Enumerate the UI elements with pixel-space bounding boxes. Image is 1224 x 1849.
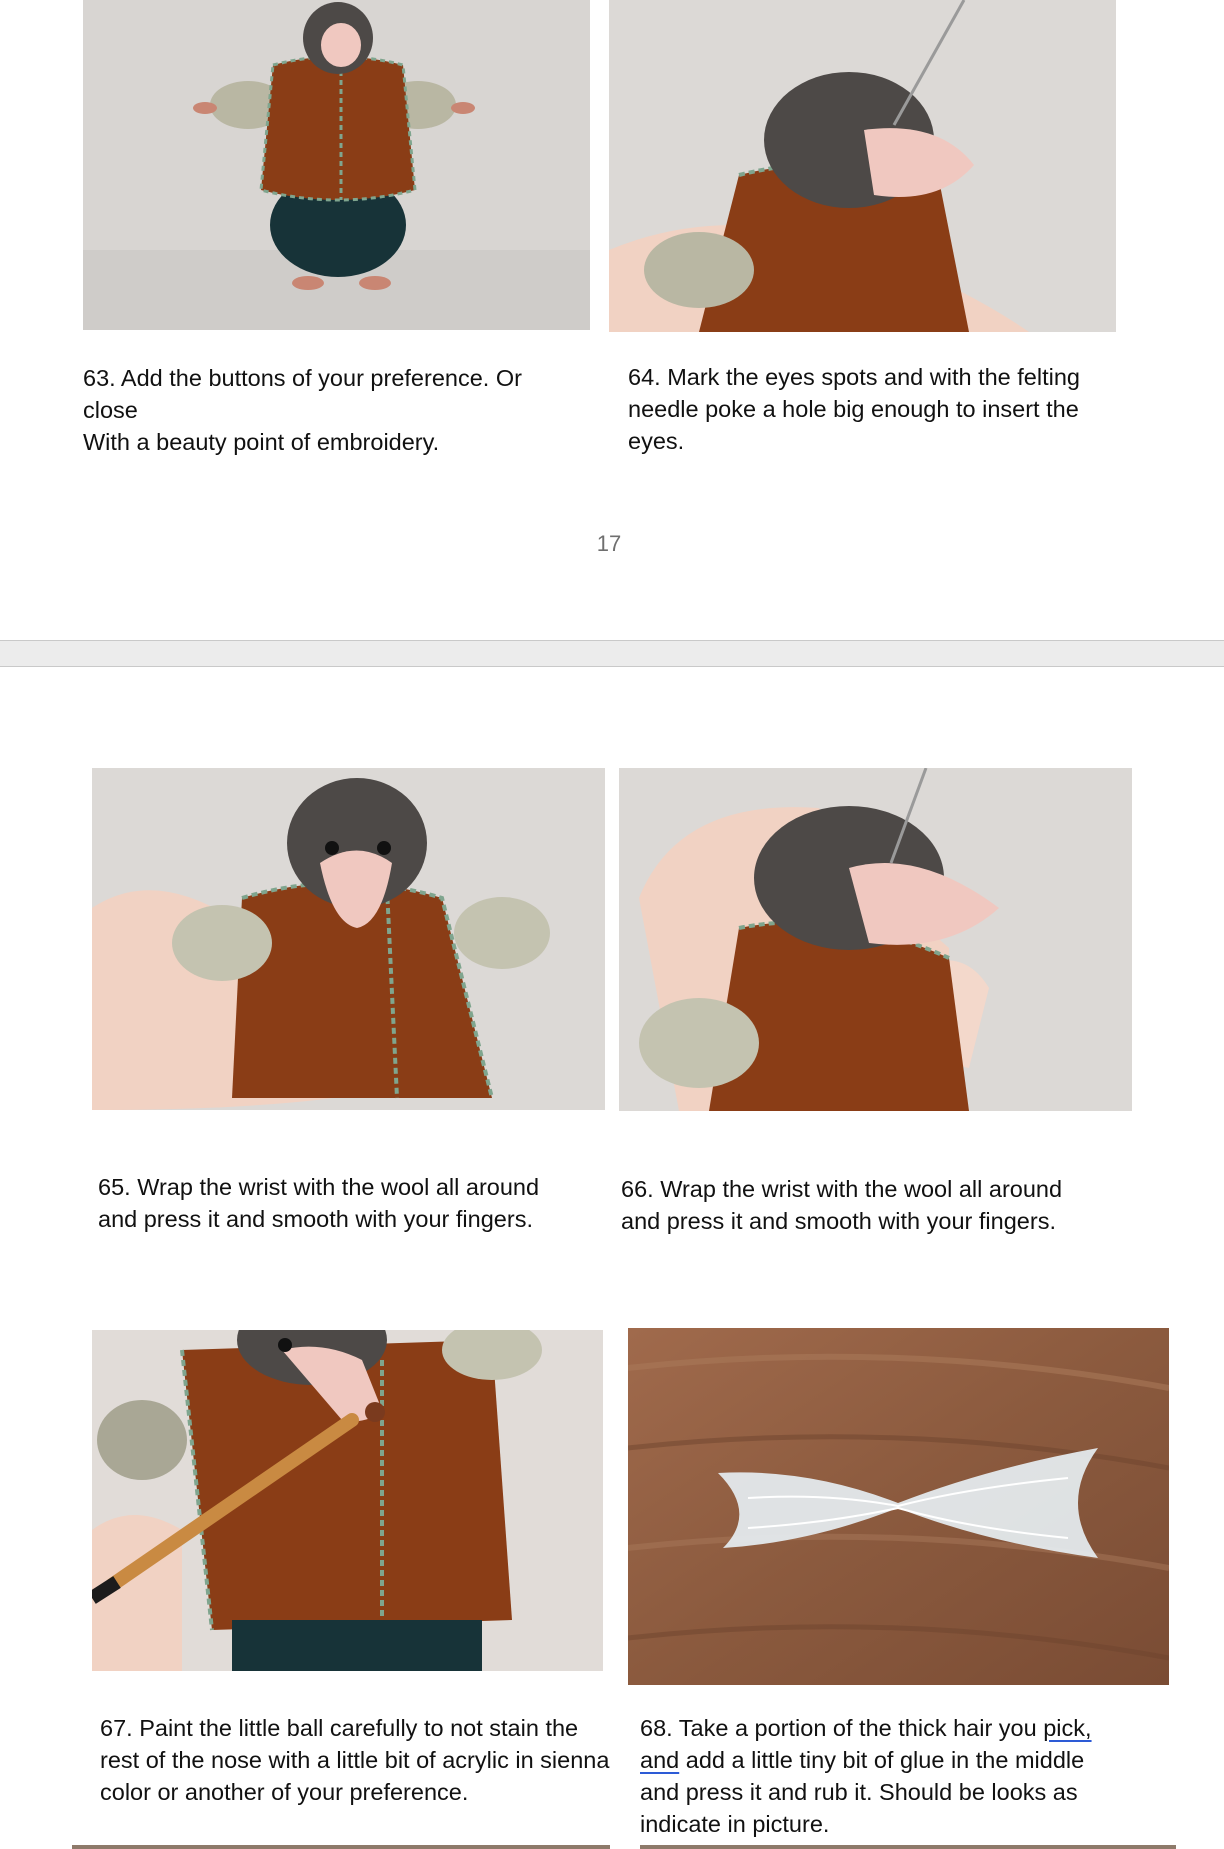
next-photo-edge-left bbox=[72, 1845, 610, 1849]
step-65-photo bbox=[92, 768, 605, 1110]
document-page-18 bbox=[0, 667, 1224, 1849]
step-66-caption: 66. Wrap the wrist with the wool all around and press it and smooth with your fingers. bbox=[621, 1176, 1063, 1234]
step-67-photo bbox=[92, 1330, 603, 1671]
step-68-photo bbox=[628, 1328, 1169, 1685]
step-63-caption: 63. Add the buttons of your preference. Or close With a beauty point of embroidery. bbox=[83, 365, 522, 455]
spelling-flag[interactable]: pick, and bbox=[640, 1715, 1092, 1773]
step-64-caption: 64. Mark the eyes spots and with the felting needle poke a hole big enough to insert the eyes. bbox=[628, 364, 1080, 454]
next-photo-edge-right bbox=[640, 1845, 1176, 1849]
step-63-photo bbox=[83, 0, 590, 330]
page-separator bbox=[0, 640, 1224, 667]
step-64-photo bbox=[609, 0, 1116, 332]
step-66-photo bbox=[619, 768, 1132, 1111]
step-65-caption: 65. Wrap the wrist with the wool all around and press it and smooth with your fingers. bbox=[98, 1174, 540, 1232]
step-68-caption bbox=[640, 1712, 1120, 1840]
step-68-caption-start: 68. Take a portion of the thick hair you bbox=[640, 1715, 1044, 1741]
step-67-caption: 67. Paint the little ball carefully to not stain the rest of the nose with a little bit of acrylic in sienna color or another of your preference. bbox=[100, 1715, 610, 1805]
document-page-17 bbox=[0, 0, 1224, 640]
step-68-caption-end: add a little tiny bit of glue in the middle and press it and rub it. Should be looks as indicate in picture. bbox=[640, 1747, 1085, 1837]
page-number: 17 bbox=[596, 531, 622, 556]
